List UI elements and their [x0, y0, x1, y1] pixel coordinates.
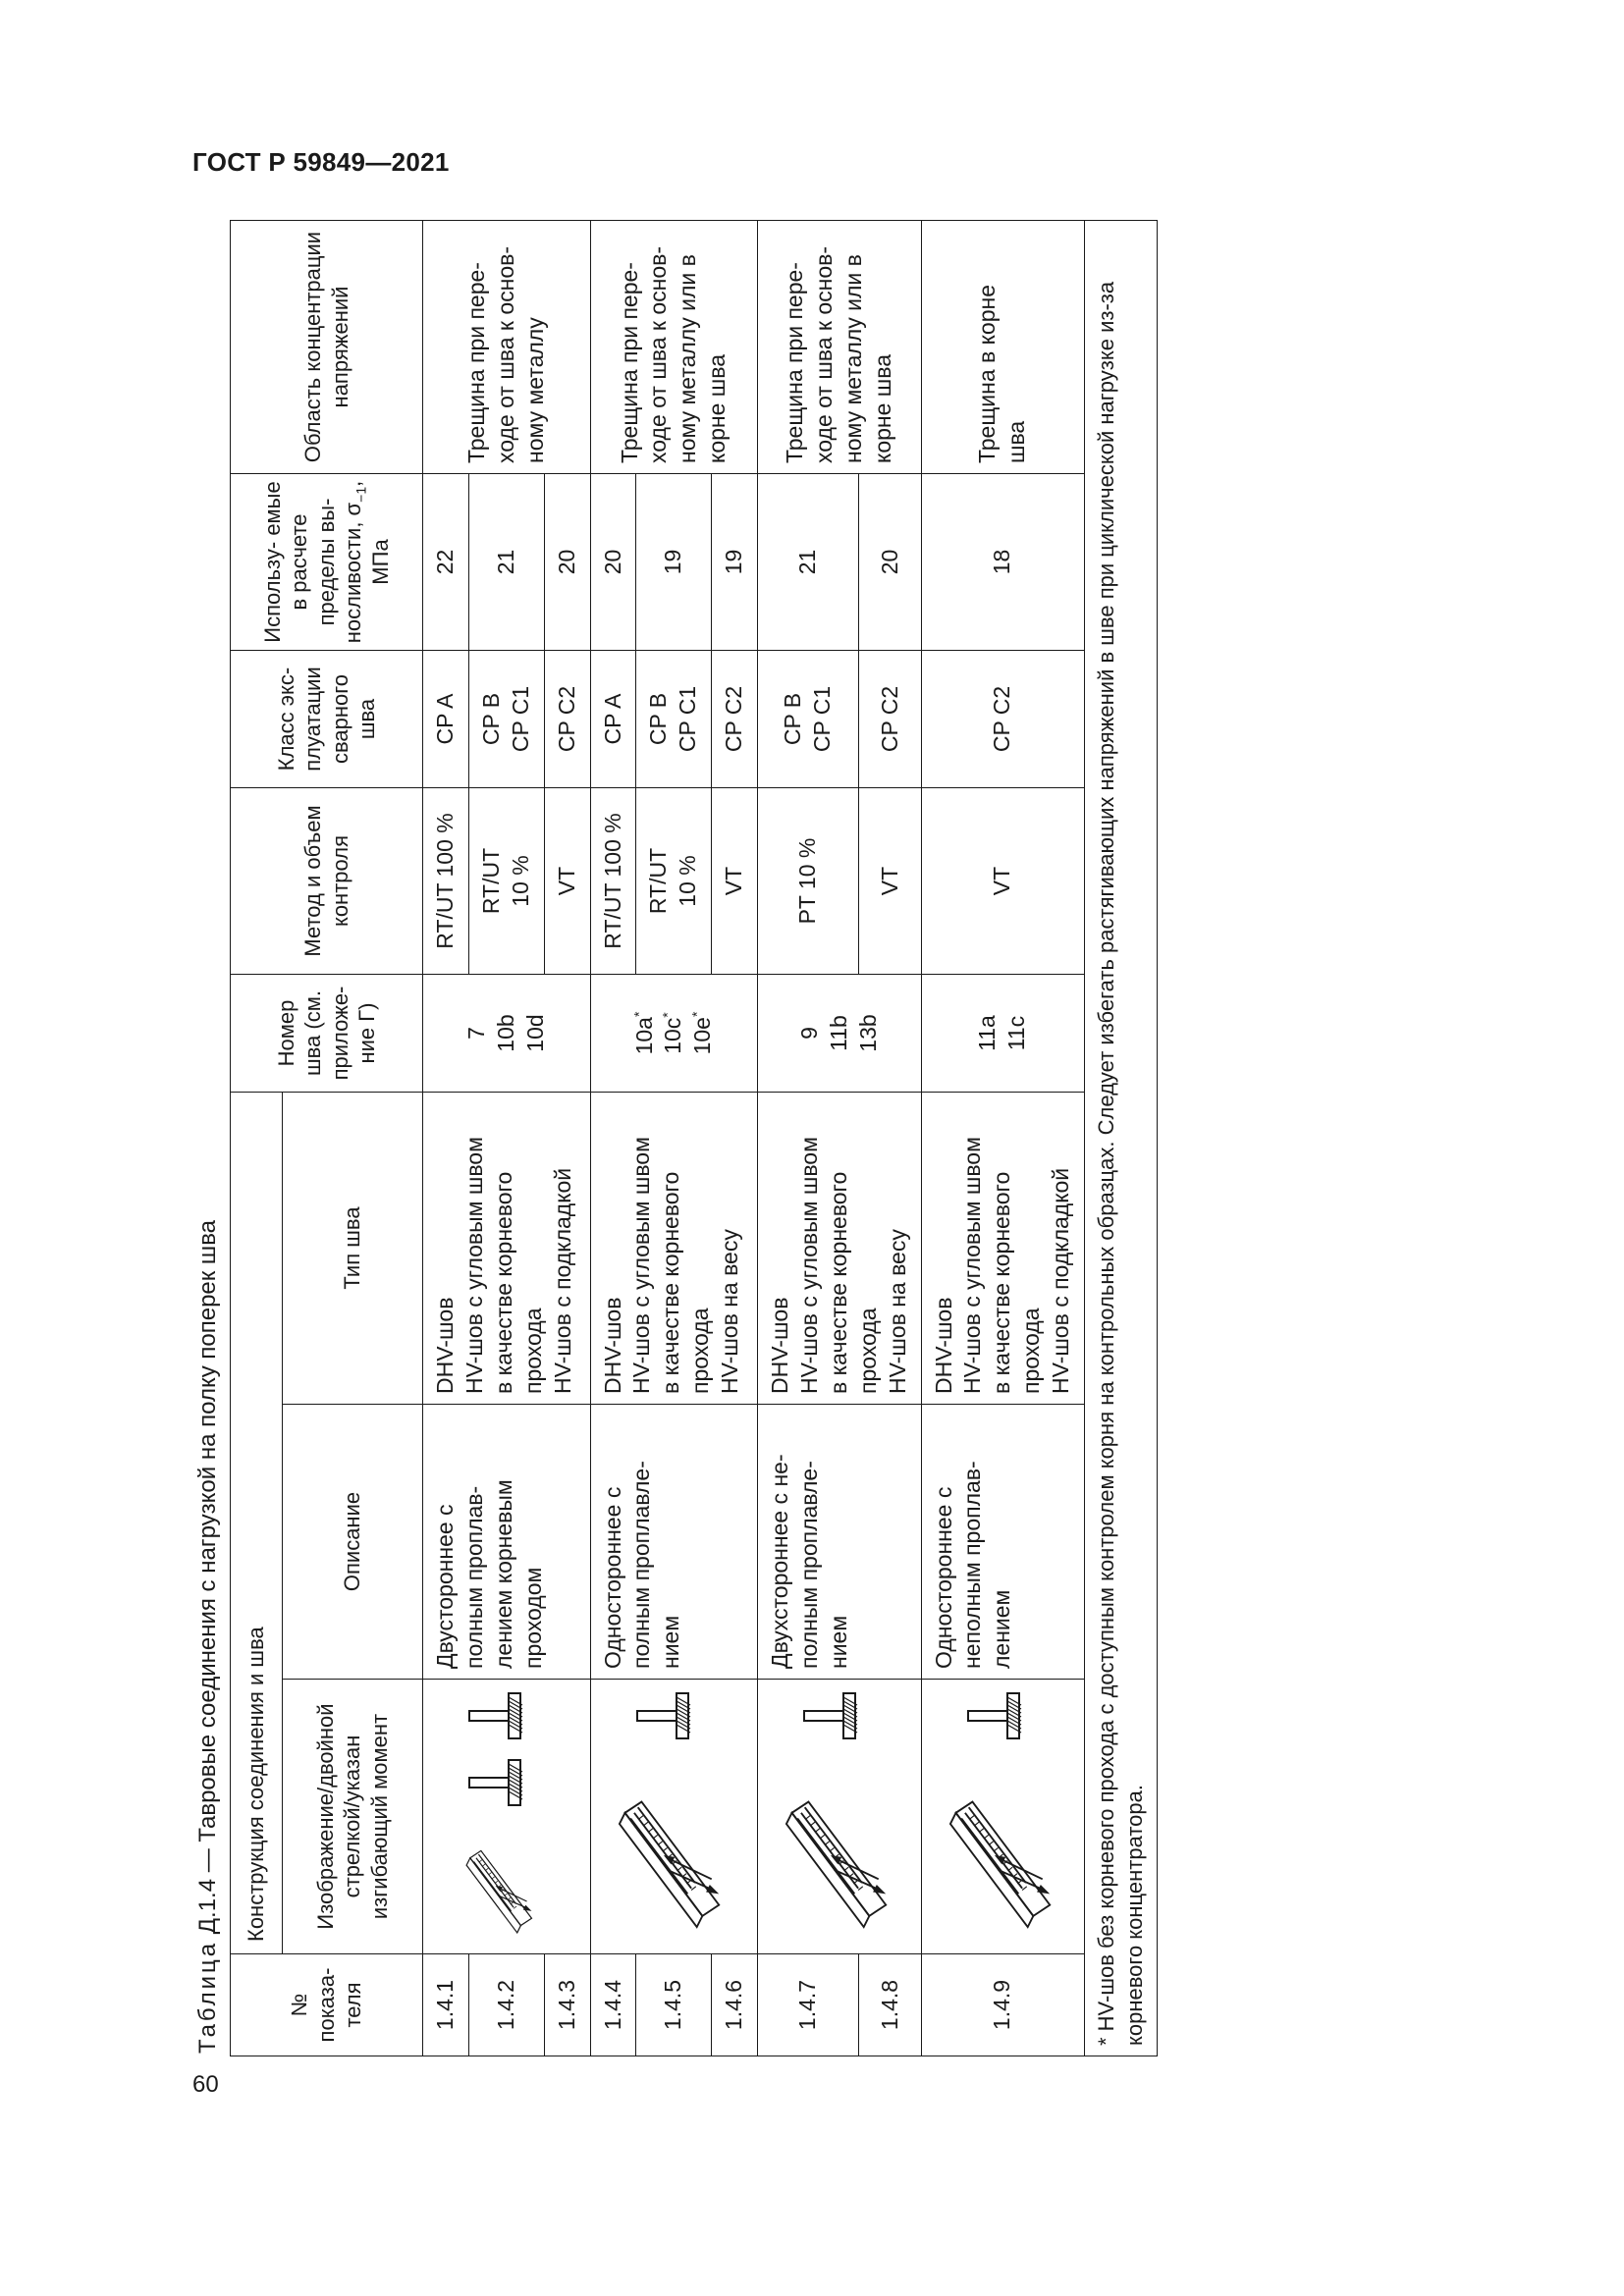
col-header-weld-number: Номер шва (см. приложе- ние Г) — [231, 975, 423, 1093]
cell-joint-image — [921, 1680, 1084, 1954]
table-caption-text: Д.1.4 — Тавровые соединения с нагрузкой на полку поперек шва — [194, 1219, 221, 1941]
cell-stress-region: Трещина при пере- ходе от шва к основ- ному металлу — [423, 221, 591, 474]
cell-stress-region: Трещина в корне шва — [921, 221, 1084, 474]
cell-fatigue-limit: 19 — [712, 474, 758, 651]
cell-fatigue-limit: 21 — [758, 474, 859, 651]
cell-joint-image — [423, 1680, 591, 1954]
cell-fatigue-limit: 20 — [859, 474, 921, 651]
cell-weld-type: DHV-шов HV-шов с угловым швом в качестве корневого прохода HV-шов с подкладкой — [921, 1093, 1084, 1405]
weld-number-text: 11a — [974, 1015, 1001, 1051]
weld-number-footnote-mark: * — [659, 1012, 676, 1018]
cell-control-method: PT 10 % — [758, 788, 859, 975]
cell-control-method: RT/UT 10 % — [468, 788, 544, 975]
tee-section-icon — [800, 1689, 859, 1742]
cell-weld-type: DHV-шов HV-шов с угловым швом в качестве корневого прохода HV-шов на весу — [758, 1093, 921, 1405]
cell-service-class: CP C2 — [859, 651, 921, 788]
cell-fatigue-limit: 20 — [590, 474, 636, 651]
col-header-description: Описание — [283, 1405, 423, 1680]
weld-number-text: 13b — [854, 1014, 881, 1052]
col-header-fatigue-unit: , МПа — [341, 480, 393, 585]
weld-number — [795, 985, 825, 1082]
cell-description: Двухстороннее с не- полным проплавле- нием — [758, 1405, 921, 1680]
weld-number — [492, 985, 521, 1082]
cell-service-class: CP C2 — [544, 651, 590, 788]
cell-row-number: 1.4.3 — [544, 1954, 590, 2056]
cell-joint-image — [758, 1680, 921, 1954]
cell-row-number: 1.4.7 — [758, 1954, 859, 2056]
cell-joint-image — [590, 1680, 758, 1954]
cell-row-number: 1.4.4 — [590, 1954, 636, 2056]
weld-number-text: 7 — [462, 1027, 489, 1040]
weld-number-text: 9 — [796, 1027, 823, 1040]
weld-number — [854, 985, 884, 1082]
cell-description: Одностороннее с неполным проплав- лением — [921, 1405, 1084, 1680]
weld-number-text: 10b — [492, 1014, 518, 1052]
cell-description: Одностороннее с полным проплавле- нием — [590, 1405, 758, 1680]
weld-number-text: 10a — [630, 1017, 657, 1055]
tee-joint-beam-icon — [599, 1750, 727, 1944]
weld-number-text: 10e — [689, 1017, 716, 1055]
tee-section-icon — [465, 1689, 524, 1742]
col-header-class: Класс экс- плуатации сварного шва — [231, 651, 423, 788]
weld-number — [659, 985, 688, 1082]
weld-number — [688, 985, 718, 1082]
table-row — [758, 221, 859, 2056]
cell-control-method: RT/UT 10 % — [636, 788, 712, 975]
col-header-fatigue-subscript: −1 — [352, 486, 369, 503]
table-row — [590, 221, 636, 2056]
col-header-stress: Область концентрации напряжений — [231, 221, 423, 474]
weld-number-text: 10d — [521, 1014, 548, 1052]
cell-row-number: 1.4.6 — [712, 1954, 758, 2056]
weld-number-text: 10c — [660, 1017, 686, 1054]
table-footnote: * HV-шов без корневого прохода с доступным контролем корня на контрольных образцах. Следует избегать растягивающих напряжений в шве при циклической нагрузке из-за корневого концентратора. — [1085, 221, 1158, 2056]
cell-fatigue-limit: 20 — [544, 474, 590, 651]
weld-number-text: 11c — [1003, 1015, 1030, 1051]
tee-section-icon — [964, 1689, 1023, 1742]
cell-control-method: VT — [544, 788, 590, 975]
col-header-fatigue — [231, 474, 423, 651]
page-number: 60 — [192, 2071, 219, 2098]
cell-control-method: VT — [921, 788, 1084, 975]
cell-row-number: 1.4.5 — [636, 1954, 712, 2056]
weld-number — [1002, 985, 1032, 1082]
tee-section-icon — [465, 1756, 524, 1809]
cell-control-method: VT — [712, 788, 758, 975]
cell-weld-type: DHV-шов HV-шов с угловым швом в качестве корневого прохода HV-шов с подкладкой — [423, 1093, 591, 1405]
tee-joint-beam-icon — [431, 1817, 559, 1944]
cell-service-class: CP B CP C1 — [468, 651, 544, 788]
weld-number — [825, 985, 854, 1082]
col-header-image: Изображение/двойной стрелкой/указан изгибающий момент — [283, 1680, 423, 1954]
weld-number-text: 11b — [825, 1015, 851, 1051]
cell-control-method: RT/UT 100 % — [590, 788, 636, 975]
weld-number — [521, 985, 551, 1082]
cell-weld-numbers — [758, 975, 921, 1093]
cell-service-class: CP A — [423, 651, 469, 788]
cell-service-class: CP B CP C1 — [758, 651, 859, 788]
table-caption — [189, 1220, 228, 2054]
rotated-table-block — [189, 211, 1514, 2056]
cell-fatigue-limit: 18 — [921, 474, 1084, 651]
weld-number-footnote-mark: * — [629, 1011, 646, 1018]
tee-joint-beam-icon — [766, 1750, 893, 1944]
cell-stress-region: Трещина при пере- ходе от шва к основ- ному металлу или в корне шва — [590, 221, 758, 474]
cell-row-number: 1.4.1 — [423, 1954, 469, 2056]
cell-service-class: CP B CP C1 — [636, 651, 712, 788]
welded-joints-table — [230, 220, 1158, 2056]
cell-description: Двустороннее с полным проплав- лением корневым проходом — [423, 1405, 591, 1680]
document-header: ГОСТ Р 59849—2021 — [192, 147, 450, 177]
col-header-weld-type: Тип шва — [283, 1093, 423, 1405]
cell-row-number: 1.4.8 — [859, 1954, 921, 2056]
col-header-num: № показа- теля — [231, 1954, 423, 2056]
cell-control-method: VT — [859, 788, 921, 975]
cell-fatigue-limit: 21 — [468, 474, 544, 651]
table-caption-label: Таблица — [194, 1940, 221, 2054]
weld-number — [462, 985, 492, 1082]
cell-weld-numbers — [590, 975, 758, 1093]
cell-row-number: 1.4.2 — [468, 1954, 544, 2056]
cell-fatigue-limit: 19 — [636, 474, 712, 651]
cell-service-class: CP C2 — [921, 651, 1084, 788]
tee-section-icon — [633, 1689, 692, 1742]
tee-joint-beam-icon — [930, 1750, 1057, 1944]
col-header-control: Метод и объем контроля — [231, 788, 423, 975]
col-group-header-construction: Конструкция соединения и шва — [231, 1093, 283, 1954]
cell-weld-type: DHV-шов HV-шов с угловым швом в качестве корневого прохода HV-шов на весу — [590, 1093, 758, 1405]
cell-weld-numbers — [921, 975, 1084, 1093]
weld-number — [630, 985, 660, 1082]
weld-number — [973, 985, 1002, 1082]
cell-fatigue-limit: 22 — [423, 474, 469, 651]
cell-service-class: CP C2 — [712, 651, 758, 788]
weld-number-footnote-mark: * — [688, 1011, 705, 1018]
table-body — [423, 221, 1085, 2056]
cell-control-method: RT/UT 100 % — [423, 788, 469, 975]
table-row — [423, 221, 469, 2056]
cell-row-number: 1.4.9 — [921, 1954, 1084, 2056]
cell-stress-region: Трещина при пере- ходе от шва к основ- ному металлу или в корне шва — [758, 221, 921, 474]
cell-weld-numbers — [423, 975, 591, 1093]
col-header-fatigue-text: Использу- емые в расчете пределы вы- носливости, — [259, 481, 366, 644]
table-row — [921, 221, 1084, 2056]
cell-service-class: CP A — [590, 651, 636, 788]
col-header-fatigue-symbol: σ — [341, 502, 366, 516]
